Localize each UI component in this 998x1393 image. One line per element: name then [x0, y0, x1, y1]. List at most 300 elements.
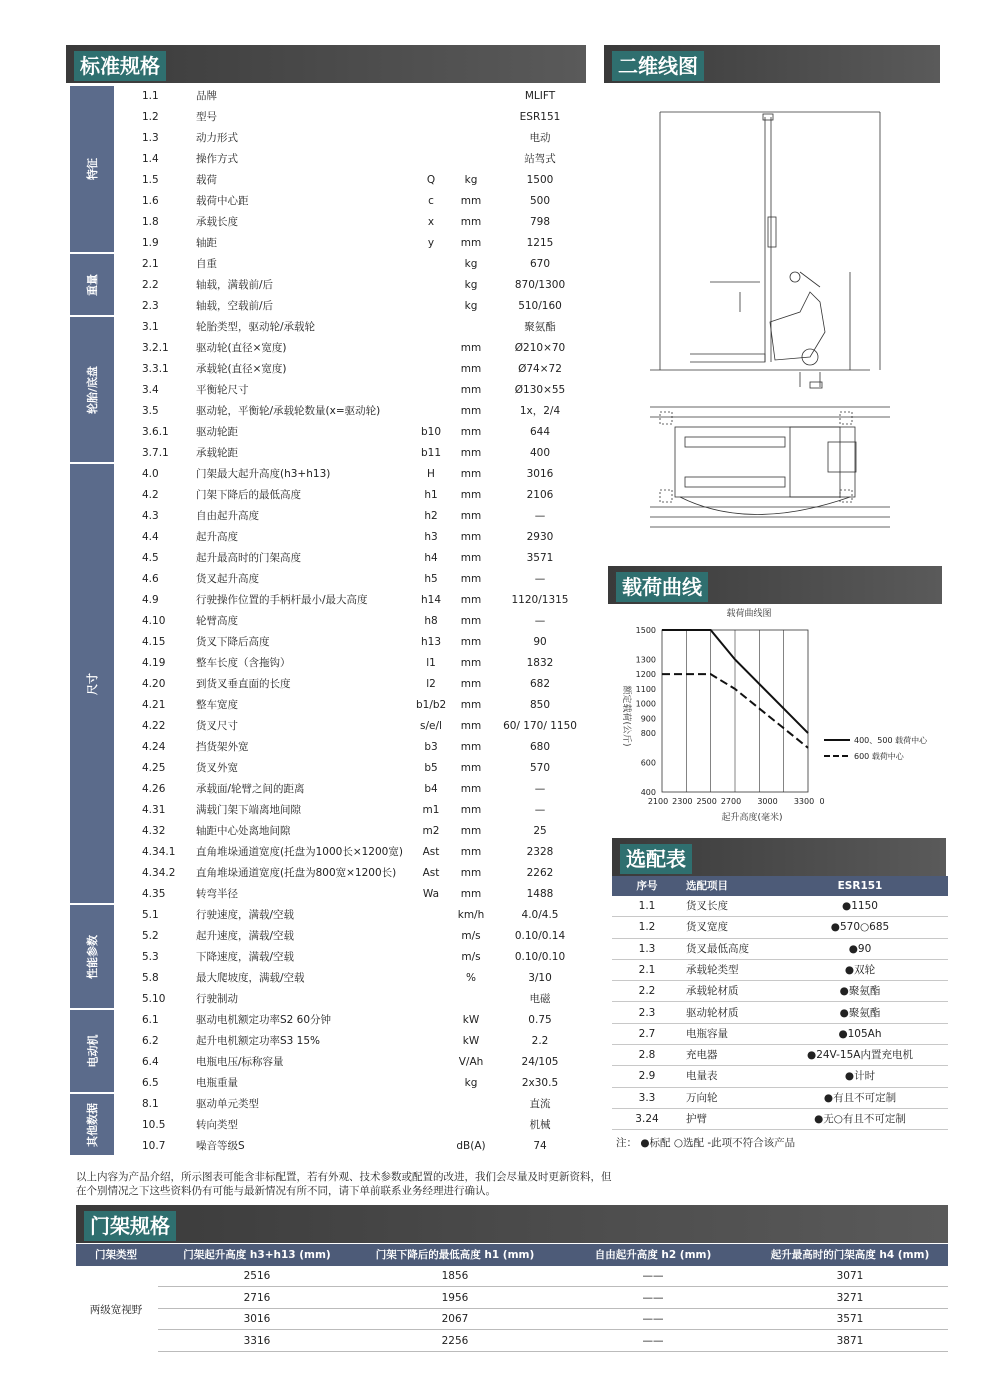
spec-unit: mm — [460, 426, 482, 438]
spec-val: Ø74×72 — [518, 363, 562, 375]
spec-sym: b5 — [424, 762, 438, 774]
option-cell: ●无○有且不可定制 — [814, 1113, 906, 1125]
option-header-model: ESR151 — [837, 880, 883, 892]
option-section-title: 选配表 — [620, 844, 692, 874]
mast-header-extended: 起升最高时的门架高度 h4 (mm) — [770, 1249, 930, 1261]
spec-unit: mm — [460, 468, 482, 480]
spec-name: 驱动电机额定功率S2 60分钟 — [196, 1014, 332, 1026]
mast-cell: 3871 — [836, 1334, 864, 1347]
spec-row — [128, 1052, 588, 1073]
spec-sym: h13 — [420, 636, 441, 648]
spec-name: 起升电机额定功率S3 15% — [196, 1035, 321, 1047]
spec-sym: l1 — [426, 657, 436, 669]
spec-no: 1.4 — [142, 153, 159, 165]
spec-no: 6.2 — [142, 1035, 159, 1047]
spec-val: 3016 — [526, 468, 554, 480]
option-cell: 2.3 — [638, 1006, 656, 1019]
spec-name: 自由起升高度 — [196, 510, 259, 522]
spec-unit: kW — [462, 1014, 480, 1026]
spec-name: 载荷 — [196, 174, 217, 186]
spec-name: 行驶制动 — [196, 993, 238, 1005]
spec-unit: mm — [460, 720, 482, 732]
spec-val: 4.0/4.5 — [521, 909, 559, 921]
spec-no: 4.9 — [142, 594, 159, 606]
spec-sym: b10 — [420, 426, 442, 438]
x-tick-label: 3300 — [793, 797, 815, 806]
spec-row — [128, 842, 588, 863]
spec-no: 1.9 — [142, 237, 159, 249]
spec-unit: mm — [460, 762, 482, 774]
spec-row — [128, 359, 588, 380]
mast-cell: —— — [642, 1270, 664, 1282]
spec-row — [128, 128, 588, 149]
mast-cell: 2716 — [243, 1291, 271, 1304]
y-tick-label: 1500 — [635, 626, 656, 635]
spec-row — [128, 695, 588, 716]
spec-val: 2x30.5 — [521, 1077, 559, 1089]
spec-row — [128, 737, 588, 758]
spec-val: 570 — [529, 762, 551, 774]
mast-cell: 2067 — [441, 1313, 469, 1325]
spec-unit: mm — [460, 573, 482, 585]
spec-no: 1.1 — [142, 90, 159, 102]
option-section-header — [612, 838, 946, 876]
spec-row — [128, 905, 588, 926]
spec-name: 直角堆垛通道宽度(托盘为800宽×1200长) — [196, 867, 397, 879]
spec-row — [128, 317, 588, 338]
curve-section-title: 载荷曲线 — [616, 572, 708, 602]
spec-no: 4.35 — [142, 888, 166, 900]
spec-row — [128, 674, 588, 695]
chart-ylabel: 额定载荷(公斤) — [621, 685, 631, 747]
spec-sym: x — [427, 216, 435, 228]
option-cell: 2.2 — [638, 985, 656, 998]
spec-row — [128, 653, 588, 674]
mast-cell: —— — [642, 1291, 664, 1304]
spec-val: 1x，2/4 — [519, 405, 561, 417]
spec-sym: b3 — [424, 741, 438, 753]
spec-unit: V/Ah — [458, 1056, 484, 1068]
spec-no: 4.6 — [142, 573, 159, 585]
spec-unit: kg — [464, 279, 478, 291]
spec-name: 驱动轮距 — [196, 426, 238, 438]
spec-no: 4.22 — [142, 720, 166, 732]
spec-no: 1.8 — [142, 216, 159, 228]
spec-unit: mm — [460, 888, 482, 900]
spec-name: 驱动单元类型 — [196, 1098, 259, 1110]
option-row — [612, 960, 948, 981]
mast-type-cell: 两级宽视野 — [89, 1303, 143, 1316]
option-cell: ●24V-15A内置充电机 — [807, 1049, 913, 1062]
mast-cell: 3571 — [836, 1313, 864, 1325]
x-tick-label: 2500 — [696, 797, 717, 806]
spec-unit: mm — [460, 867, 482, 879]
spec-name: 电瓶电压/标称容量 — [196, 1056, 284, 1068]
spec-row — [128, 821, 588, 842]
spec-row — [128, 800, 588, 821]
mast-header-lift: 门架起升高度 h3+h13 (mm) — [183, 1249, 331, 1261]
spec-val: 680 — [529, 741, 551, 753]
category-motor: 电动机 — [70, 1010, 114, 1094]
spec-sym: Ast — [422, 846, 440, 858]
spec-val: 1120/1315 — [511, 594, 569, 606]
spec-sym: h2 — [424, 510, 438, 522]
spec-val: — — [534, 573, 546, 585]
option-header-item: 选配项目 — [686, 880, 728, 892]
mast-cell: 3016 — [243, 1313, 271, 1325]
spec-no: 3.7.1 — [142, 447, 169, 459]
spec-sym: h1 — [424, 489, 438, 501]
spec-unit: mm — [460, 804, 482, 816]
spec-sym: b4 — [424, 783, 438, 795]
spec-name: 品牌 — [196, 90, 217, 102]
spec-val: 500 — [529, 195, 551, 207]
spec-no: 4.15 — [142, 636, 166, 648]
y-tick-label: 600 — [640, 758, 656, 768]
spec-val: 1832 — [526, 657, 554, 669]
option-row — [612, 1003, 948, 1024]
spec-name: 转弯半径 — [196, 888, 238, 900]
mast-cell: 1956 — [441, 1291, 469, 1304]
spec-row — [128, 233, 588, 254]
spec-row — [128, 863, 588, 884]
spec-no: 4.4 — [142, 531, 159, 543]
spec-sym: h8 — [424, 615, 438, 627]
option-row — [612, 1109, 948, 1130]
spec-val: 0.10/0.14 — [514, 930, 566, 942]
option-cell: ●双轮 — [844, 963, 876, 976]
load-curve-svg — [614, 606, 944, 826]
spec-unit: m/s — [461, 951, 481, 963]
option-cell: 3.24 — [635, 1113, 659, 1125]
spec-unit: mm — [460, 216, 482, 228]
spec-no: 5.8 — [142, 972, 159, 984]
spec-val: 2930 — [526, 531, 554, 543]
spec-no: 4.10 — [142, 615, 166, 627]
option-cell: 货叉最低高度 — [686, 942, 749, 955]
spec-no: 1.3 — [142, 132, 159, 144]
spec-unit: mm — [460, 594, 482, 606]
option-cell: 1.3 — [638, 942, 656, 955]
spec-row — [128, 1115, 588, 1136]
spec-row — [128, 569, 588, 590]
spec-sym: s/e/l — [420, 720, 442, 732]
mast-header-lowered: 门架下降后的最低高度 h1 (mm) — [375, 1249, 535, 1261]
mast-cell: 3271 — [836, 1291, 864, 1304]
spec-name: 操作方式 — [196, 153, 238, 165]
category-dimensions: 尺寸 — [70, 464, 114, 905]
spec-val: 850 — [529, 699, 551, 711]
spec-row — [128, 338, 588, 359]
spec-sym: m1 — [422, 804, 440, 816]
spec-no: 4.31 — [142, 804, 166, 816]
spec-sym: y — [427, 237, 435, 249]
spec-unit: mm — [460, 741, 482, 753]
mast-cell: 2516 — [243, 1270, 271, 1282]
curve-section-header — [608, 566, 942, 604]
option-row — [612, 1024, 948, 1045]
spec-row — [128, 1031, 588, 1052]
option-cell: 护臂 — [686, 1113, 707, 1125]
spec-name: 下降速度，满载/空载 — [196, 951, 295, 963]
spec-unit: mm — [460, 405, 482, 417]
spec-unit: mm — [460, 342, 482, 354]
spec-sym: H — [427, 468, 435, 480]
spec-no: 3.6.1 — [142, 426, 169, 438]
spec-no: 4.0 — [142, 468, 159, 480]
spec-no: 3.4 — [142, 384, 159, 396]
option-cell: 2.1 — [638, 963, 656, 976]
spec-unit: mm — [460, 510, 482, 522]
spec-row — [128, 968, 588, 989]
y-tick-label: 400 — [640, 788, 656, 797]
spec-no: 1.6 — [142, 195, 159, 207]
load-curve-chart — [614, 606, 944, 826]
spec-row — [128, 926, 588, 947]
spec-no: 4.32 — [142, 825, 166, 837]
spec-row — [128, 506, 588, 527]
spec-name: 货叉外宽 — [196, 762, 238, 774]
spec-unit: mm — [460, 615, 482, 627]
option-table-header — [612, 876, 948, 896]
option-cell: ●90 — [848, 942, 872, 955]
spec-val: 电动 — [529, 132, 551, 144]
technical-drawing — [650, 102, 890, 532]
mast-header-type: 门架类型 — [95, 1249, 137, 1261]
spec-sym: h14 — [420, 594, 441, 606]
spec-row — [128, 212, 588, 233]
y-tick-label: 900 — [640, 714, 656, 724]
spec-no: 4.5 — [142, 552, 159, 564]
spec-no: 5.3 — [142, 951, 159, 963]
spec-name: 驱动轮(直径×宽度) — [196, 342, 287, 354]
spec-no: 6.5 — [142, 1077, 159, 1089]
option-cell: ●计时 — [844, 1070, 876, 1083]
option-row — [612, 939, 948, 960]
spec-no: 8.1 — [142, 1098, 159, 1110]
mast-row — [158, 1266, 948, 1287]
spec-val: 90 — [533, 636, 547, 648]
chart-title: 载荷曲线图 — [726, 609, 772, 619]
spec-sym: b11 — [420, 447, 442, 459]
spec-name: 整车长度（含拖钩） — [196, 657, 291, 669]
spec-val: 2328 — [526, 846, 554, 858]
spec-row — [128, 170, 588, 191]
spec-name: 货叉起升高度 — [196, 573, 259, 585]
spec-no: 1.5 — [142, 174, 159, 186]
spec-unit: mm — [460, 636, 482, 648]
spec-val: 1500 — [526, 174, 554, 186]
option-row — [612, 917, 948, 938]
spec-unit: mm — [460, 678, 482, 690]
spec-no: 4.34.2 — [142, 867, 176, 879]
option-cell: ●聚氨酯 — [839, 1006, 881, 1019]
spec-val: 798 — [529, 216, 551, 228]
spec-unit: kW — [462, 1035, 480, 1047]
option-cell: 电瓶容量 — [686, 1027, 728, 1040]
spec-val: 直流 — [529, 1098, 551, 1110]
legend-label: 600 载荷中心 — [854, 752, 904, 761]
spec-val: 电磁 — [529, 993, 551, 1005]
spec-no: 1.2 — [142, 111, 159, 123]
mast-cell: 3316 — [243, 1334, 271, 1347]
mast-section-header — [76, 1205, 948, 1243]
mast-row — [158, 1331, 948, 1352]
option-row — [612, 1066, 948, 1087]
option-header-no: 序号 — [636, 880, 658, 892]
spec-val: 1215 — [526, 237, 554, 249]
spec-unit: km/h — [457, 909, 485, 921]
spec-name: 轴载，空载前/后 — [196, 300, 274, 312]
spec-row — [128, 1010, 588, 1031]
spec-val: Ø130×55 — [514, 384, 566, 396]
spec-no: 3.2.1 — [142, 342, 169, 354]
spec-unit: mm — [460, 384, 482, 396]
spec-unit: % — [466, 972, 476, 984]
spec-row — [128, 443, 588, 464]
spec-unit: mm — [460, 237, 482, 249]
spec-unit: mm — [460, 699, 482, 711]
spec-val: 3571 — [526, 552, 554, 564]
option-row — [612, 896, 948, 917]
spec-row — [128, 149, 588, 170]
spec-name: 承载面/轮臂之间的距离 — [196, 783, 305, 795]
spec-name: 轴载，满载前/后 — [196, 279, 274, 291]
mast-row — [158, 1288, 948, 1309]
category-features: 特征 — [70, 86, 114, 254]
spec-name: 满载门架下端离地间隙 — [196, 804, 301, 816]
option-cell: 电量表 — [686, 1070, 718, 1083]
spec-val: 74 — [533, 1140, 547, 1152]
drawing-section-title: 二维线图 — [612, 51, 704, 81]
spec-row — [128, 716, 588, 737]
chart-xlabel: 起升高度(毫米) — [721, 813, 783, 823]
spec-no: 3.5 — [142, 405, 159, 417]
spec-no: 4.21 — [142, 699, 166, 711]
spec-sym: h5 — [424, 573, 438, 585]
spec-row — [128, 275, 588, 296]
spec-sym: Q — [426, 174, 436, 186]
spec-name: 轴距 — [196, 237, 217, 249]
spec-val: Ø210×70 — [514, 342, 566, 354]
spec-name: 驱动轮，平衡轮/承载轮数量(x=驱动轮) — [196, 405, 381, 417]
forklift-line-drawing — [650, 102, 890, 532]
y-tick-label: 1100 — [635, 684, 656, 694]
spec-unit: mm — [460, 657, 482, 669]
spec-row — [128, 1073, 588, 1094]
spec-row — [128, 485, 588, 506]
spec-sym: Ast — [422, 867, 440, 879]
spec-sym: c — [428, 195, 434, 207]
spec-no: 5.1 — [142, 909, 159, 921]
spec-no: 4.2 — [142, 489, 159, 501]
spec-name: 型号 — [196, 111, 217, 123]
spec-val: MLIFT — [524, 90, 556, 102]
option-cell: 承载轮类型 — [686, 963, 739, 976]
spec-val: 510/160 — [518, 300, 562, 312]
spec-section-title: 标准规格 — [74, 51, 166, 81]
mast-cell: 1856 — [441, 1270, 469, 1282]
spec-unit: kg — [464, 300, 478, 312]
option-cell: 2.8 — [638, 1049, 656, 1062]
spec-val: 682 — [529, 678, 551, 690]
spec-row — [128, 107, 588, 128]
spec-name: 承载轮(直径×宽度) — [196, 363, 287, 375]
spec-val: 0.75 — [528, 1014, 552, 1026]
option-row — [612, 1088, 948, 1109]
spec-no: 10.7 — [142, 1140, 166, 1152]
spec-unit: dB(A) — [456, 1140, 486, 1152]
option-cell: ●105Ah — [838, 1027, 882, 1040]
spec-name: 承载长度 — [196, 216, 238, 228]
spec-unit: mm — [460, 489, 482, 501]
option-cell: 承载轮材质 — [686, 985, 739, 998]
spec-no: 10.5 — [142, 1119, 166, 1131]
spec-val: — — [534, 615, 546, 627]
option-cell: 货叉宽度 — [686, 921, 728, 934]
spec-name: 电瓶重量 — [196, 1077, 238, 1089]
spec-val: — — [534, 783, 546, 795]
spec-name: 轮胎类型，驱动轮/承载轮 — [196, 321, 316, 333]
spec-row — [128, 86, 588, 107]
option-cell: 2.9 — [638, 1070, 656, 1083]
spec-row — [128, 779, 588, 800]
spec-no: 5.10 — [142, 993, 166, 1005]
spec-val: 0.10/0.10 — [514, 951, 566, 963]
option-cell: 万向轮 — [686, 1091, 718, 1104]
spec-no: 4.19 — [142, 657, 166, 669]
spec-row — [128, 632, 588, 653]
spec-name: 货叉尺寸 — [196, 720, 238, 732]
spec-val: 2262 — [526, 867, 554, 879]
spec-name: 行驶速度，满载/空载 — [196, 909, 295, 921]
spec-no: 3.1 — [142, 321, 159, 333]
spec-unit: kg — [464, 258, 478, 270]
spec-unit: mm — [460, 363, 482, 375]
spec-no: 2.3 — [142, 300, 159, 312]
x-tick-label: 2100 — [647, 797, 669, 806]
spec-name: 转向类型 — [196, 1119, 238, 1131]
spec-unit: mm — [460, 552, 482, 564]
spec-no: 4.34.1 — [142, 846, 176, 858]
option-cell: ●1150 — [842, 900, 878, 912]
spec-sym: h4 — [424, 552, 438, 564]
spec-val: 60/ 170/ 1150 — [503, 720, 577, 732]
spec-val: ESR151 — [519, 111, 561, 123]
spec-val: 400 — [529, 447, 551, 459]
mast-cell: 2256 — [441, 1334, 469, 1347]
mast-cell: 3071 — [836, 1270, 864, 1282]
y-tick-label: 1300 — [635, 655, 656, 665]
option-cell: 驱动轮材质 — [686, 1006, 739, 1019]
spec-name: 到货叉垂直面的长度 — [196, 678, 291, 690]
mast-table-header — [76, 1244, 948, 1266]
option-cell: 1.1 — [638, 900, 656, 912]
spec-unit: mm — [460, 195, 482, 207]
spec-unit: m/s — [461, 930, 481, 942]
spec-val: 670 — [529, 258, 551, 270]
x-tick-label: 2700 — [720, 797, 742, 806]
spec-row — [128, 989, 588, 1010]
spec-name: 噪音等级S — [196, 1140, 245, 1152]
spec-val: 聚氨酯 — [524, 321, 556, 333]
spec-val: 644 — [529, 426, 551, 438]
spec-row — [128, 758, 588, 779]
option-cell: 充电器 — [686, 1049, 718, 1062]
spec-unit: kg — [464, 174, 478, 186]
option-legend-note: 注： ●标配 ○选配 -此项不符合该产品 — [616, 1137, 796, 1149]
spec-name: 自重 — [196, 258, 217, 270]
